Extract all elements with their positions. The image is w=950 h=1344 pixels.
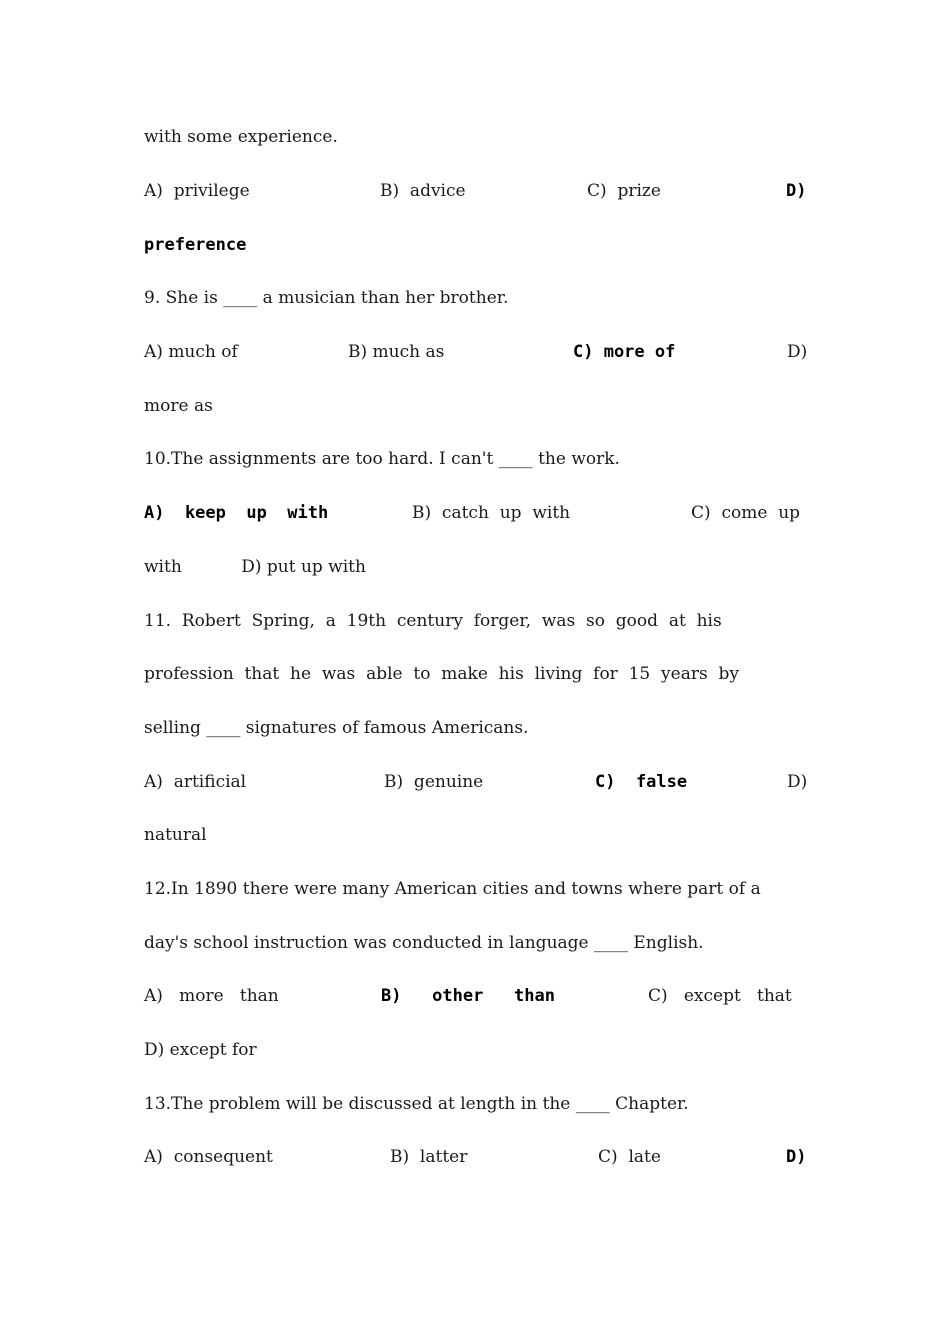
option-b: B) much as (348, 342, 445, 362)
option-row-q13 (144, 1143, 806, 1171)
text-line: with some experience. (144, 127, 338, 147)
text-line: natural (144, 825, 207, 845)
question-13: 13.The problem will be discussed at length in the ____ Chapter. (144, 1094, 689, 1114)
option-a: A) much of (144, 342, 238, 362)
option-row-q10 (144, 499, 806, 527)
option-b: B) genuine (384, 772, 484, 792)
question-11: 11. Robert Spring, a 19th century forger, was so good at his (144, 611, 722, 631)
option-d: D) (787, 342, 808, 362)
option-d-answer: D) (786, 181, 807, 201)
option-c: C) except that (648, 986, 792, 1006)
option-c: C) late (598, 1147, 661, 1167)
option-d: D) (787, 772, 808, 792)
text-line: profession that he was able to make his living for 15 years by (144, 664, 739, 684)
option-a: A) privilege (144, 181, 250, 201)
text-line: D) except for (144, 1040, 257, 1060)
text-line: more as (144, 396, 213, 416)
text-line: with D) put up with (144, 557, 366, 577)
option-a-answer: A) keep up with (144, 503, 329, 523)
answer-text: preference (144, 235, 247, 255)
option-b: B) advice (380, 181, 466, 201)
option-a: A) more than (144, 986, 279, 1006)
option-row-q11 (144, 768, 806, 796)
option-row-q9 (144, 338, 806, 366)
question-12: 12.In 1890 there were many American cities and towns where part of a (144, 879, 761, 899)
option-c-answer: C) more of (573, 342, 676, 362)
option-row-q8 (144, 177, 806, 205)
option-a: A) artificial (144, 772, 247, 792)
option-c: C) come up (691, 503, 801, 523)
question-10: 10.The assignments are too hard. I can't ____ the work. (144, 449, 620, 469)
option-c: C) prize (587, 181, 661, 201)
question-9: 9. She is ____ a musician than her brother. (144, 288, 509, 308)
option-b: B) latter (390, 1147, 468, 1167)
option-a: A) consequent (144, 1147, 273, 1167)
option-d-answer: D) (786, 1147, 807, 1167)
option-c-answer: C) false (595, 772, 688, 792)
option-b: B) catch up with (412, 503, 571, 523)
text-line: selling ____ signatures of famous Americans. (144, 718, 529, 738)
text-line: day's school instruction was conducted in language ____ English. (144, 933, 704, 953)
option-b-answer: B) other than (381, 986, 555, 1006)
option-row-q12 (144, 982, 806, 1010)
